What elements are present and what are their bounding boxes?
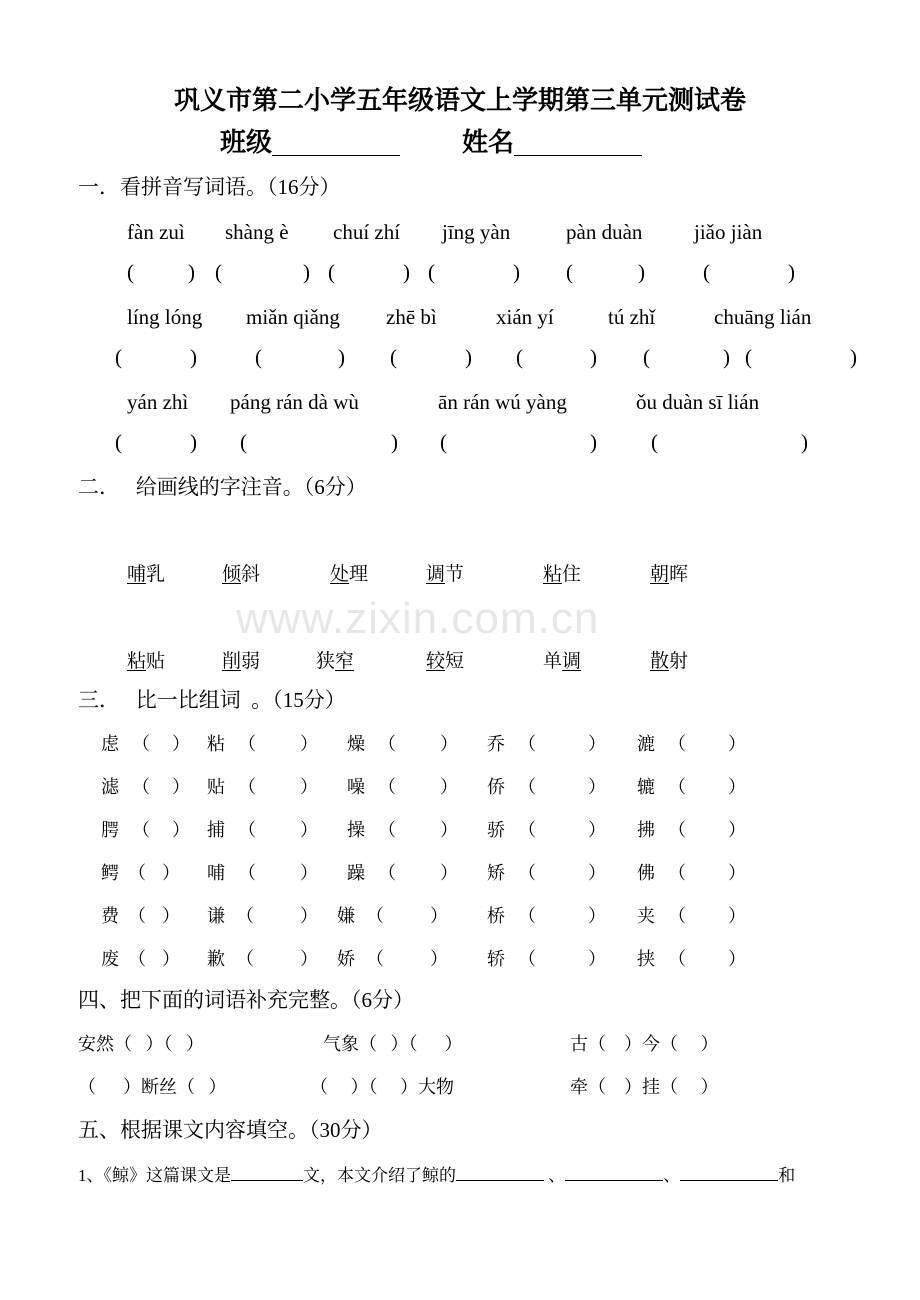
annotate-word bbox=[426, 565, 464, 584]
paren-close[interactable]: ） bbox=[728, 777, 746, 797]
paren-open[interactable]: （ bbox=[668, 863, 686, 883]
paren-close[interactable]: ） bbox=[440, 863, 458, 883]
compare-char: 侨 bbox=[487, 777, 505, 797]
compare-char: 漉 bbox=[637, 734, 655, 754]
paren-close[interactable]: ） bbox=[300, 949, 318, 969]
paren-open[interactable]: （ bbox=[132, 734, 150, 754]
paren-open[interactable]: （ bbox=[378, 734, 396, 754]
paren-open: ( bbox=[440, 430, 447, 454]
paren-close[interactable]: ） bbox=[300, 863, 318, 883]
pinyin-prompt: chuāng lián bbox=[714, 305, 812, 329]
annotate-word bbox=[127, 565, 165, 584]
paren-open: ( bbox=[516, 345, 523, 369]
compare-char: 捕 bbox=[207, 820, 225, 840]
underlined-char: 调 bbox=[426, 564, 446, 585]
paren-close: ) bbox=[190, 345, 197, 369]
answer-parentheses[interactable] bbox=[651, 432, 808, 453]
answer-parentheses[interactable] bbox=[516, 347, 597, 368]
compare-char: 操 bbox=[347, 820, 365, 840]
pinyin-prompt: xián yí bbox=[496, 305, 554, 329]
paren-close[interactable]: ） bbox=[162, 949, 180, 969]
annotate-word bbox=[650, 652, 688, 671]
annotate-word bbox=[543, 652, 581, 671]
paren-close[interactable]: ） bbox=[300, 777, 318, 797]
paren-open[interactable]: （ bbox=[128, 906, 146, 926]
pinyin-prompt: zhē bì bbox=[386, 305, 437, 329]
paren-open[interactable]: （ bbox=[238, 734, 256, 754]
section-4-heading: 四、把下面的词语补充完整。（6分） bbox=[78, 988, 414, 1012]
pinyin-prompt: ǒu duàn sī lián bbox=[636, 390, 760, 414]
annotate-word bbox=[426, 652, 464, 671]
underlined-char: 处 bbox=[330, 564, 350, 585]
class-field bbox=[220, 130, 400, 156]
answer-parentheses[interactable] bbox=[703, 262, 795, 283]
paren-open[interactable]: （ bbox=[668, 949, 686, 969]
class-blank[interactable] bbox=[272, 133, 400, 156]
answer-parentheses[interactable] bbox=[127, 262, 195, 283]
paren-close[interactable]: ） bbox=[162, 906, 180, 926]
compare-char: 滤 bbox=[101, 777, 119, 797]
idiom-item[interactable]: 古（ ）今（ ） bbox=[570, 1034, 719, 1054]
underlined-char: 哺 bbox=[127, 564, 147, 585]
compare-char: 哺 bbox=[207, 863, 225, 883]
q1-blank[interactable] bbox=[231, 1164, 303, 1181]
compare-char: 挟 bbox=[637, 949, 655, 969]
compare-char: 轿 bbox=[487, 949, 505, 969]
pinyin-prompt: jiǎo jiàn bbox=[694, 220, 763, 244]
idiom-item[interactable]: 气象（ ）（ ） bbox=[323, 1034, 463, 1054]
paren-open[interactable]: （ bbox=[378, 820, 396, 840]
paren-open[interactable]: （ bbox=[518, 906, 536, 926]
compare-char: 费 bbox=[101, 906, 119, 926]
paren-close[interactable]: ） bbox=[588, 863, 606, 883]
compare-char: 矫 bbox=[487, 863, 505, 883]
word-char: 短 bbox=[445, 651, 465, 672]
paren-close[interactable]: ） bbox=[728, 734, 746, 754]
paren-open: ( bbox=[651, 430, 658, 454]
q1-text: 1、《鲸》这篇课文是 bbox=[78, 1166, 231, 1185]
paren-open[interactable]: （ bbox=[366, 949, 384, 969]
word-char: 射 bbox=[669, 651, 689, 672]
word-char: 贴 bbox=[146, 651, 166, 672]
q1-text: 、 bbox=[544, 1166, 566, 1185]
paren-close[interactable]: ） bbox=[440, 820, 458, 840]
answer-parentheses[interactable] bbox=[566, 262, 645, 283]
annotate-word bbox=[330, 565, 368, 584]
underlined-char: 散 bbox=[650, 651, 670, 672]
paren-close[interactable]: ） bbox=[430, 949, 448, 969]
q1-text: 和 bbox=[778, 1166, 796, 1185]
paren-close: ) bbox=[590, 430, 597, 454]
compare-char: 乔 bbox=[487, 734, 505, 754]
paren-close[interactable]: ） bbox=[172, 820, 190, 840]
annotate-word bbox=[127, 652, 165, 671]
paren-close[interactable]: ） bbox=[430, 906, 448, 926]
pinyin-prompt: fàn zuì bbox=[127, 220, 185, 244]
paren-open: ( bbox=[390, 345, 397, 369]
paren-close[interactable]: ） bbox=[728, 820, 746, 840]
compare-char: 虑 bbox=[101, 734, 119, 754]
paren-open[interactable]: （ bbox=[518, 863, 536, 883]
word-char: 狭 bbox=[316, 651, 336, 672]
paren-open[interactable]: （ bbox=[132, 777, 150, 797]
underlined-char: 较 bbox=[426, 651, 446, 672]
paren-close: ) bbox=[801, 430, 808, 454]
idiom-item[interactable]: （ ）（ ）大物 bbox=[310, 1077, 454, 1097]
paren-close[interactable]: ） bbox=[172, 734, 190, 754]
underlined-char: 倾 bbox=[222, 564, 242, 585]
answer-parentheses[interactable] bbox=[745, 347, 857, 368]
paren-open[interactable]: （ bbox=[238, 863, 256, 883]
paren-open: ( bbox=[240, 430, 247, 454]
compare-char: 贴 bbox=[207, 777, 225, 797]
word-char: 乳 bbox=[146, 564, 166, 585]
paren-open: ( bbox=[127, 260, 134, 284]
paren-close: ) bbox=[303, 260, 310, 284]
word-char: 晖 bbox=[669, 564, 689, 585]
answer-parentheses[interactable] bbox=[240, 432, 398, 453]
annotate-word bbox=[222, 652, 260, 671]
q1-blank[interactable] bbox=[565, 1164, 663, 1181]
paren-close: ) bbox=[638, 260, 645, 284]
compare-char: 骄 bbox=[487, 820, 505, 840]
answer-parentheses[interactable] bbox=[115, 347, 197, 368]
q1-text: 、 bbox=[663, 1166, 681, 1185]
paren-open[interactable]: （ bbox=[518, 777, 536, 797]
paren-open[interactable]: （ bbox=[668, 734, 686, 754]
paren-open: ( bbox=[745, 345, 752, 369]
paren-open[interactable]: （ bbox=[366, 906, 384, 926]
answer-parentheses[interactable] bbox=[115, 432, 197, 453]
page-title: 巩义市第二小学五年级语文上学期第三单元测试卷 bbox=[173, 86, 746, 115]
pinyin-prompt: páng rán dà wù bbox=[230, 390, 359, 414]
paren-close[interactable]: ） bbox=[728, 906, 746, 926]
paren-open[interactable]: （ bbox=[518, 820, 536, 840]
compare-char: 鳄 bbox=[101, 863, 119, 883]
paren-open: ( bbox=[215, 260, 222, 284]
idiom-item[interactable]: 安然（ ）（ ） bbox=[78, 1034, 204, 1054]
paren-close[interactable]: ） bbox=[728, 863, 746, 883]
answer-parentheses[interactable] bbox=[215, 262, 310, 283]
annotate-word bbox=[222, 565, 260, 584]
pinyin-prompt: miǎn qiǎng bbox=[246, 305, 340, 329]
paren-close: ) bbox=[788, 260, 795, 284]
idiom-item[interactable]: 牵（ ）挂（ ） bbox=[570, 1077, 719, 1097]
compare-char: 拂 bbox=[637, 820, 655, 840]
answer-parentheses[interactable] bbox=[643, 347, 730, 368]
underlined-char: 窄 bbox=[335, 651, 355, 672]
paren-close[interactable]: ） bbox=[588, 820, 606, 840]
compare-char: 娇 bbox=[337, 949, 355, 969]
underlined-char: 粘 bbox=[127, 651, 147, 672]
question-1 bbox=[78, 1164, 795, 1184]
paren-close: ) bbox=[850, 345, 857, 369]
paren-close[interactable]: ） bbox=[300, 734, 318, 754]
paren-close[interactable]: ） bbox=[588, 906, 606, 926]
section-2-heading: 二． 给画线的字注音。（6分） bbox=[78, 475, 367, 499]
section-5-heading: 五、根据课文内容填空。（30分） bbox=[78, 1118, 383, 1142]
paren-open[interactable]: （ bbox=[378, 863, 396, 883]
compare-char: 谦 bbox=[207, 906, 225, 926]
pinyin-prompt: jīng yàn bbox=[442, 220, 511, 244]
compare-char: 燥 bbox=[347, 734, 365, 754]
idiom-item[interactable]: （ ）断丝（ ） bbox=[78, 1077, 227, 1097]
paren-open[interactable]: （ bbox=[128, 863, 146, 883]
pinyin-prompt: pàn duàn bbox=[566, 220, 643, 244]
paren-close[interactable]: ） bbox=[588, 777, 606, 797]
pinyin-prompt: ān rán wú yàng bbox=[438, 390, 567, 414]
paren-close[interactable]: ） bbox=[300, 906, 318, 926]
paren-close[interactable]: ） bbox=[588, 949, 606, 969]
compare-char: 粘 bbox=[207, 734, 225, 754]
paren-open: ( bbox=[115, 345, 122, 369]
compare-char: 躁 bbox=[347, 863, 365, 883]
compare-char: 夹 bbox=[637, 906, 655, 926]
answer-parentheses[interactable] bbox=[428, 262, 520, 283]
paren-close: ) bbox=[723, 345, 730, 369]
paren-close: ) bbox=[590, 345, 597, 369]
answer-parentheses[interactable] bbox=[255, 347, 345, 368]
name-field bbox=[462, 130, 642, 156]
paren-open[interactable]: （ bbox=[238, 777, 256, 797]
compare-char: 桥 bbox=[487, 906, 505, 926]
compare-char: 嫌 bbox=[337, 906, 355, 926]
underlined-char: 削 bbox=[222, 651, 242, 672]
paren-open: ( bbox=[703, 260, 710, 284]
paren-close[interactable]: ） bbox=[440, 777, 458, 797]
underlined-char: 朝 bbox=[650, 564, 670, 585]
word-char: 单 bbox=[543, 651, 563, 672]
word-char: 节 bbox=[445, 564, 465, 585]
compare-char: 歉 bbox=[207, 949, 225, 969]
compare-char: 废 bbox=[101, 949, 119, 969]
paren-open: ( bbox=[328, 260, 335, 284]
paren-open: ( bbox=[566, 260, 573, 284]
word-char: 理 bbox=[349, 564, 369, 585]
word-char: 斜 bbox=[241, 564, 261, 585]
annotate-word bbox=[543, 565, 581, 584]
paren-close[interactable]: ） bbox=[300, 820, 318, 840]
underlined-char: 粘 bbox=[543, 564, 563, 585]
pinyin-prompt: chuí zhí bbox=[333, 220, 401, 244]
paren-close: ) bbox=[465, 345, 472, 369]
q1-blank[interactable] bbox=[680, 1164, 778, 1181]
paren-open: ( bbox=[115, 430, 122, 454]
section-3-heading: 三． 比一比组词 。（15分） bbox=[78, 688, 346, 712]
pinyin-prompt: yán zhì bbox=[127, 390, 189, 414]
paren-close[interactable]: ） bbox=[588, 734, 606, 754]
paren-close[interactable]: ） bbox=[440, 734, 458, 754]
pinyin-prompt: líng lóng bbox=[127, 305, 203, 329]
class-label: 班级 bbox=[220, 128, 273, 157]
q1-text: 文，本文介绍了鲸的 bbox=[303, 1166, 456, 1185]
paren-open: ( bbox=[428, 260, 435, 284]
section-1-heading: 一．看拼音写词语。（16分） bbox=[78, 175, 341, 199]
paren-close: ) bbox=[403, 260, 410, 284]
paren-close: ) bbox=[190, 430, 197, 454]
paren-open[interactable]: （ bbox=[668, 820, 686, 840]
compare-char: 辘 bbox=[637, 777, 655, 797]
paren-close: ) bbox=[188, 260, 195, 284]
paren-open[interactable]: （ bbox=[518, 949, 536, 969]
word-char: 住 bbox=[562, 564, 582, 585]
underlined-char: 调 bbox=[562, 651, 582, 672]
paren-open: ( bbox=[255, 345, 262, 369]
annotate-word bbox=[650, 565, 688, 584]
paren-open[interactable]: （ bbox=[132, 820, 150, 840]
paren-close: ) bbox=[513, 260, 520, 284]
paren-close: ) bbox=[391, 430, 398, 454]
watermark: www.zixin.com.cn bbox=[236, 594, 600, 643]
q1-blank[interactable] bbox=[456, 1164, 544, 1181]
paren-close[interactable]: ） bbox=[172, 777, 190, 797]
paren-open[interactable]: （ bbox=[236, 949, 254, 969]
compare-char: 腭 bbox=[101, 820, 119, 840]
annotate-word bbox=[316, 652, 354, 671]
answer-parentheses[interactable] bbox=[440, 432, 597, 453]
pinyin-prompt: shàng è bbox=[225, 220, 289, 244]
paren-open: ( bbox=[643, 345, 650, 369]
paren-open[interactable]: （ bbox=[236, 906, 254, 926]
paren-open[interactable]: （ bbox=[668, 777, 686, 797]
paren-close[interactable]: ） bbox=[162, 863, 180, 883]
name-blank[interactable] bbox=[514, 133, 642, 156]
name-label: 姓名 bbox=[462, 128, 515, 157]
compare-char: 佛 bbox=[637, 863, 655, 883]
paren-close: ) bbox=[338, 345, 345, 369]
paren-close[interactable]: ） bbox=[728, 949, 746, 969]
answer-parentheses[interactable] bbox=[328, 262, 410, 283]
paren-open[interactable]: （ bbox=[518, 734, 536, 754]
paren-open[interactable]: （ bbox=[378, 777, 396, 797]
answer-parentheses[interactable] bbox=[390, 347, 472, 368]
paren-open[interactable]: （ bbox=[238, 820, 256, 840]
pinyin-prompt: tú zhǐ bbox=[608, 305, 656, 329]
paren-open[interactable]: （ bbox=[668, 906, 686, 926]
word-char: 弱 bbox=[241, 651, 261, 672]
paren-open[interactable]: （ bbox=[128, 949, 146, 969]
compare-char: 噪 bbox=[347, 777, 365, 797]
